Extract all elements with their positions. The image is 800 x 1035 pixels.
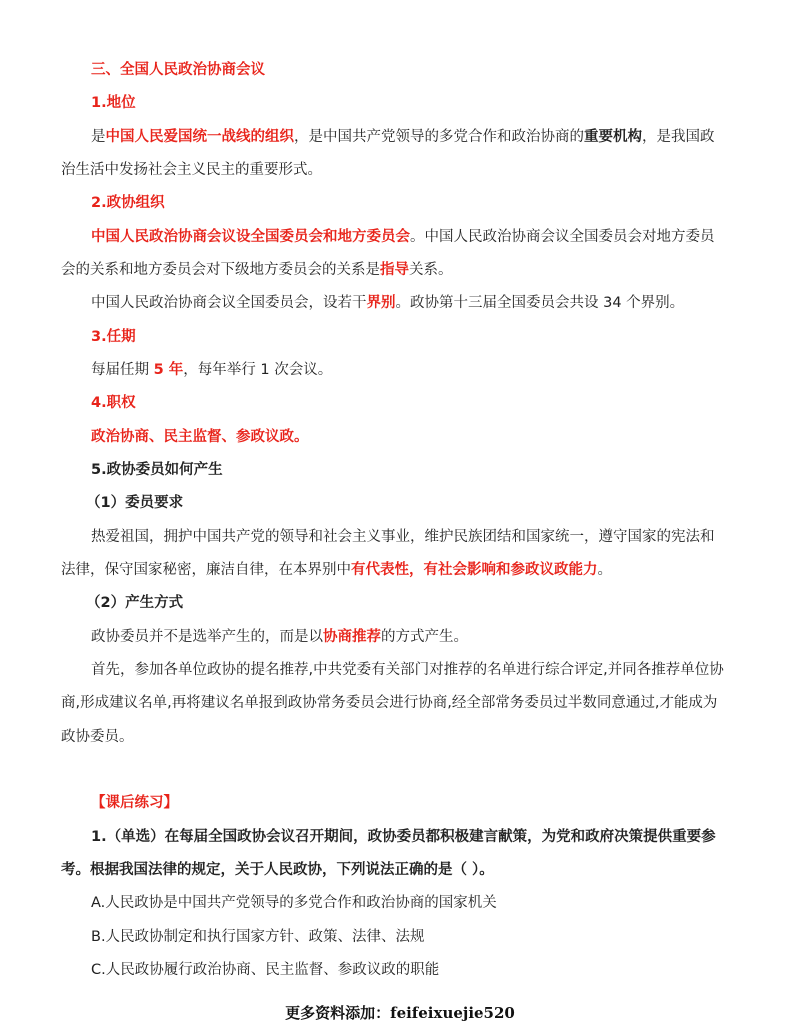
paragraph-process-line1: 首先，参加各单位政协的提名推荐,中共党委有关部门对推荐的名单进行综合评定,并同各推荐单位协 (91, 662, 724, 678)
paragraph-process-line2: 商,形成建议名单,再将建议名单报到政协常务委员会进行协商,经全部常务委员过半数同意通过,才能成为 (61, 695, 718, 711)
text-run: 的方式产生。 (381, 629, 468, 645)
paragraph-organization-line1 (91, 227, 715, 247)
paragraph-powers: 政治协商、民主监督、参政议政。 (91, 429, 309, 445)
heading-powers: 4.职权 (91, 395, 136, 411)
emphasis-sectors: 界别 (366, 295, 396, 311)
question-1-line2: 考。根据我国法律的规定，关于人民政协，下列说法正确的是（ ）。 (61, 862, 494, 878)
text-run: 法律，保守国家秘密，廉洁自律，在本界别中 (61, 562, 351, 578)
paragraph-organization-line2 (61, 260, 453, 280)
text-run: 。中国人民政治协商会议全国委员会对地方委员 (410, 229, 715, 245)
emphasis-committees: 中国人民政治协商会议设全国委员会和地方委员会 (91, 229, 410, 245)
question-1-line1: 1.（单选）在每届全国政协会议召开期间，政协委员都积极建言献策，为党和政府决策提供重要参 (91, 829, 716, 845)
emphasis-consultation: 协商推荐 (323, 629, 381, 645)
paragraph-process-line3: 政协委员。 (61, 729, 134, 745)
emphasis-five-years: 5 年 (153, 362, 184, 378)
text-run: 。政协第十三届全国委员会共设 34 个界别。 (395, 295, 685, 311)
option-c: C.人民政协履行政治协商、民主监督、参政议政的职能 (91, 962, 440, 978)
section-title: 三、全国人民政治协商会议 (91, 62, 265, 78)
text-run: 。 (597, 562, 612, 578)
heading-members: 5.政协委员如何产生 (91, 462, 223, 478)
paragraph-method (91, 627, 468, 647)
paragraph-term (91, 360, 332, 380)
heading-position: 1.地位 (91, 95, 136, 111)
text-run: 政协委员并不是选举产生的，而是以 (91, 629, 323, 645)
text-run: ，是我国政 (642, 129, 715, 145)
paragraph-position-line2: 治生活中发扬社会主义民主的重要形式。 (61, 162, 322, 178)
subheading-requirements: （1）委员要求 (86, 495, 184, 511)
text-run: 是 (91, 129, 106, 145)
paragraph-sectors (91, 293, 684, 313)
text-run: 每届任期 (91, 362, 154, 378)
text-run: 中国人民政治协商会议全国委员会，设若干 (91, 295, 367, 311)
paragraph-position-line1 (91, 127, 715, 147)
exercise-label: 【课后练习】 (91, 795, 178, 811)
subheading-method: （2）产生方式 (86, 595, 184, 611)
text-run: ，是中国共产党领导的多党合作和政治协商的 (294, 129, 584, 145)
text-run: ，每年举行 1 次会议。 (183, 362, 333, 378)
emphasis-representative: 有代表性，有社会影响和参政议政能力 (351, 562, 598, 578)
emphasis-united-front: 中国人民爱国统一战线的组织 (105, 129, 294, 145)
emphasis-important-body: 重要机构 (584, 129, 642, 145)
text-run: 关系。 (409, 262, 453, 278)
heading-organization: 2.政协组织 (91, 195, 165, 211)
paragraph-requirements-line1: 热爱祖国，拥护中国共产党的领导和社会主义事业，维护民族团结和国家统一，遵守国家的宪法和 (91, 529, 715, 545)
emphasis-guidance: 指导 (380, 262, 409, 278)
heading-term: 3.任期 (91, 329, 136, 345)
option-a: A.人民政协是中国共产党领导的多党合作和政治协商的国家机关 (91, 895, 497, 911)
paragraph-requirements-line2 (61, 560, 612, 580)
option-b: B.人民政协制定和执行国家方针、政策、法律、法规 (91, 929, 425, 945)
footer-note: 更多资料添加：feifeixuejie520 (285, 1004, 515, 1022)
text-run: 会的关系和地方委员会对下级地方委员会的关系是 (61, 262, 380, 278)
